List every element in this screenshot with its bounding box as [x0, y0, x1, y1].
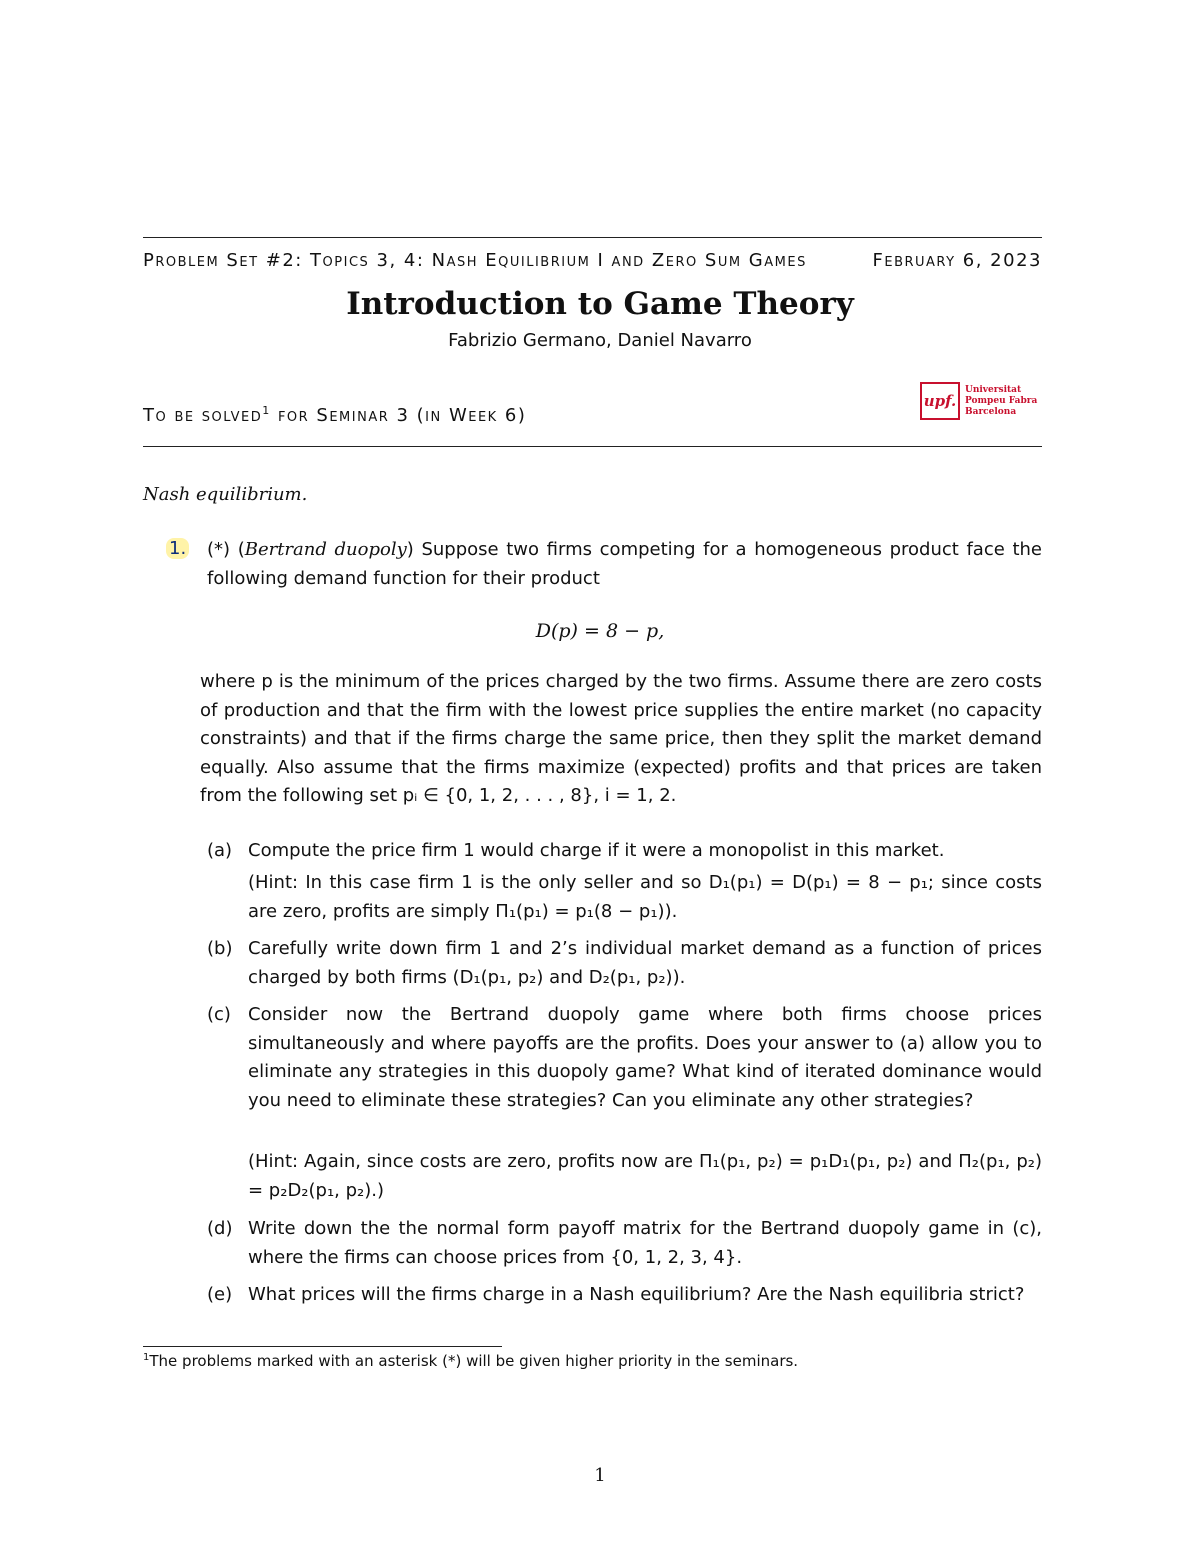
- part-c-label: (c): [207, 1004, 231, 1025]
- footnote: [143, 1352, 798, 1370]
- question-number-highlight: 1.: [166, 538, 189, 559]
- logo-wordmark: [965, 385, 1037, 418]
- page-number: 1: [594, 1465, 606, 1486]
- question-intro-text: Suppose two firms competing for a homogeneous product face the following demand function for their product: [207, 539, 1042, 589]
- footnote-text: The problems marked with an asterisk (*) will be given higher priority in the seminars.: [149, 1352, 799, 1370]
- question-number: [166, 538, 189, 559]
- part-c-hint: (Hint: Again, since costs are zero, profits now are Π₁(p₁, p₂) = p₁D₁(p₁, p₂) and Π₂(p₁, p₂) = p₂D₂(p₁, p₂).): [248, 1151, 1042, 1201]
- header-course-info: Problem Set #2: Topics 3, 4: Nash Equilibrium I and Zero Sum Games: [143, 250, 807, 271]
- part-a-text: Compute the price firm 1 would charge if it were a monopolist in this market.: [248, 840, 945, 861]
- question-intro: (*) (Bertrand duopoly) Suppose two firms competing for a homogeneous product face the following demand function for their product: [207, 539, 1042, 589]
- part-a-label: (a): [207, 840, 233, 861]
- solve-instruction: [143, 404, 526, 426]
- running-header: [143, 250, 1042, 271]
- section-title: Nash equilibrium.: [143, 484, 308, 505]
- part-b-text: Carefully write down firm 1 and 2’s individual market demand as a function of prices charged by both firms (D₁(p₁, p₂) and D₂(p₁, p₂)).: [248, 938, 1042, 988]
- question-name: Bertrand duopoly: [244, 539, 407, 560]
- document-title: Introduction to Game Theory: [346, 286, 854, 322]
- header-date: February 6, 2023: [872, 250, 1042, 271]
- header-bottom-rule: [143, 446, 1042, 447]
- logo-line-3: Barcelona: [965, 406, 1017, 417]
- document-authors: Fabrizio Germano, Daniel Navarro: [448, 330, 752, 351]
- question-star: (*): [207, 539, 231, 560]
- demand-equation: D(p) = 8 − p,: [535, 620, 665, 642]
- logo-line-2: Pompeu Fabra: [965, 395, 1038, 406]
- logo-mark: upf.: [920, 382, 960, 420]
- question-assumptions: where p is the minimum of the prices charged by the two firms. Assume there are zero costs of production and that the firm with the lowest price supplies the entire market (no capacity constraints) and that if the firms charge the same price, then they split the market demand equally. Also assume that the firms maximize (expected) profits and that prices are taken from the following set pᵢ ∈ {0, 1, 2, . . . , 8}, i = 1, 2.: [200, 671, 1042, 806]
- top-rule: [143, 237, 1042, 238]
- part-e-text: What prices will the firms charge in a Nash equilibrium? Are the Nash equilibria strict?: [248, 1284, 1025, 1305]
- part-c-text: Consider now the Bertrand duopoly game where both firms choose prices simultaneously and where payoffs are the profits. Does your answer to (a) allow you to eliminate any strategies in this duopoly game? What kind of iterated dominance would you need to eliminate these strategies? Can you eliminate any other strategies?: [248, 1004, 1042, 1111]
- part-e-label: (e): [207, 1284, 233, 1305]
- solve-instruction-text: To be solved: [143, 405, 263, 426]
- solve-instruction-seminar: for Seminar 3 (in Week 6): [270, 405, 527, 426]
- part-b-label: (b): [207, 938, 233, 959]
- footnote-rule: [143, 1346, 502, 1347]
- footnote-mark: 1: [143, 1352, 150, 1363]
- part-a-hint: (Hint: In this case firm 1 is the only seller and so D₁(p₁) = D(p₁) = 8 − p₁; since costs are zero, profits are simply Π₁(p₁) = p₁(8 − p₁)).: [248, 872, 1042, 922]
- logo-line-1: Universitat: [965, 384, 1022, 395]
- part-d-label: (d): [207, 1218, 233, 1239]
- part-d-text: Write down the the normal form payoff matrix for the Bertrand duopoly game in (c), where the firms can choose prices from {0, 1, 2, 3, 4}.: [248, 1218, 1042, 1268]
- footnote-ref: 1: [262, 404, 271, 417]
- university-logo: [920, 380, 1042, 422]
